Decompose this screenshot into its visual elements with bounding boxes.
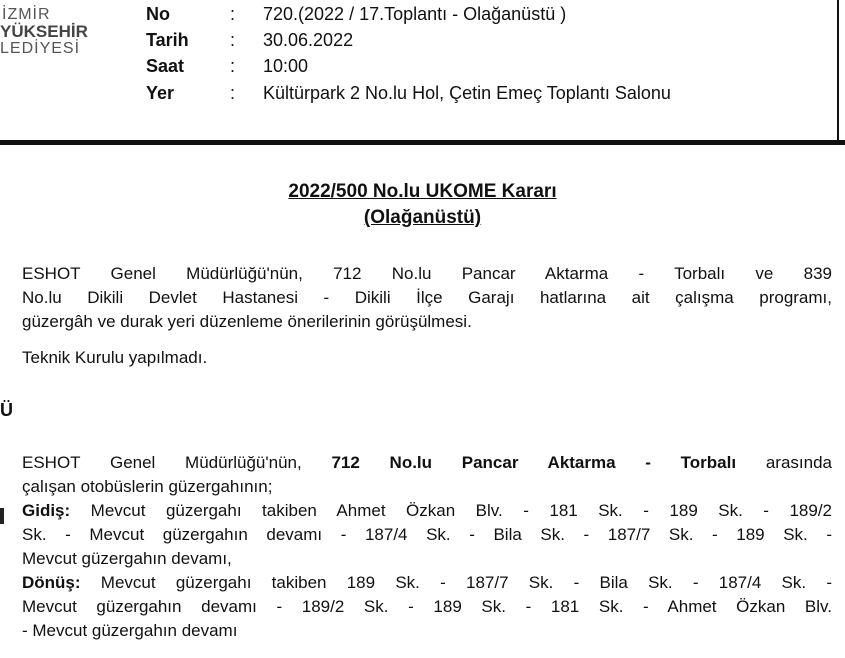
gidis-label: Gidiş: [22, 501, 71, 520]
margin-mark [0, 508, 4, 524]
meta-value-tarih: 30.06.2022 [263, 30, 354, 50]
meta-colon: : [230, 4, 236, 24]
gidis-line-2: Sk. - Mevcut güzergahın devamı - 187/4 Sk. - Bila Sk. - 187/7 Sk. - 189 Sk. - [22, 525, 832, 544]
meta-value-yer: Kültürpark 2 No.lu Hol, Çetin Emeç Toplantı Salonu [263, 83, 671, 103]
decision-title: 2022/500 No.lu UKOME Kararı [288, 181, 557, 202]
meta-key-yer: Yer [146, 83, 175, 103]
subject-paragraph [22, 262, 832, 334]
subject-line-1: ESHOT Genel Müdürlüğü'nün, 712 No.lu Pancar Aktarma - Torbalı ve 839 [22, 264, 832, 283]
meta-colon: : [230, 83, 236, 103]
donus-line-2: Mevcut güzergahın devamı - 189/2 Sk. - 189 Sk. - 181 Sk. - Ahmet Özkan Blv. [22, 597, 832, 616]
municipality-logo [0, 0, 110, 66]
meta-value-saat: 10:00 [263, 56, 309, 76]
logo-line-1: İZMİR [2, 6, 51, 23]
gidis-line-1 [22, 499, 832, 523]
section-heading-fragment: Ü [0, 400, 13, 420]
header-divider [0, 140, 845, 145]
body-line-2: çalışan otobüslerin güzergahının; [22, 477, 273, 496]
teknik-text: Teknik Kurulu yapılmadı. [22, 348, 208, 367]
teknik-note [22, 346, 832, 370]
body-line-1-end: arasında [765, 453, 832, 472]
logo-line-3: LEDİYESİ [0, 40, 81, 57]
header-frame-right-border [837, 0, 839, 140]
meta-key-saat: Saat [146, 56, 185, 76]
logo-line-2: YÜKSEHİR [0, 22, 88, 41]
meta-key-no: No [146, 4, 170, 24]
donus-line-1 [22, 571, 832, 595]
route-name-bold: 712 No.lu Pancar Aktarma - Torbalı [331, 453, 737, 472]
gidis-text-1: Mevcut güzergahı takiben Ahmet Özkan Blv. - 181 Sk. - 189 Sk. - 189/2 [90, 501, 833, 520]
decision-subtitle: (Olağanüstü) [363, 207, 482, 228]
body-line-1 [22, 451, 832, 475]
body-paragraph [22, 451, 832, 643]
gidis-line-3: Mevcut güzergahın devamı, [22, 549, 232, 568]
meta-colon: : [230, 56, 236, 76]
meta-key-tarih: Tarih [146, 30, 189, 50]
donus-text-1: Mevcut güzergahı takiben 189 Sk. - 187/7 Sk. - Bila Sk. - 187/4 Sk. - [100, 573, 832, 592]
body-line-1-start: ESHOT Genel Müdürlüğü'nün, [22, 453, 302, 472]
donus-label: Dönüş: [22, 573, 81, 592]
subject-line-2: No.lu Dikili Devlet Hastanesi - Dikili İlçe Garajı hatlarına ait çalışma programı, [22, 288, 832, 307]
subject-line-3: güzergâh ve durak yeri düzenleme önerilerinin görüşülmesi. [22, 312, 472, 331]
meta-value-no: 720.(2022 / 17.Toplantı - Olağanüstü ) [263, 4, 567, 24]
meta-colon: : [230, 30, 236, 50]
donus-line-3: - Mevcut güzergahın devamı [22, 621, 238, 640]
